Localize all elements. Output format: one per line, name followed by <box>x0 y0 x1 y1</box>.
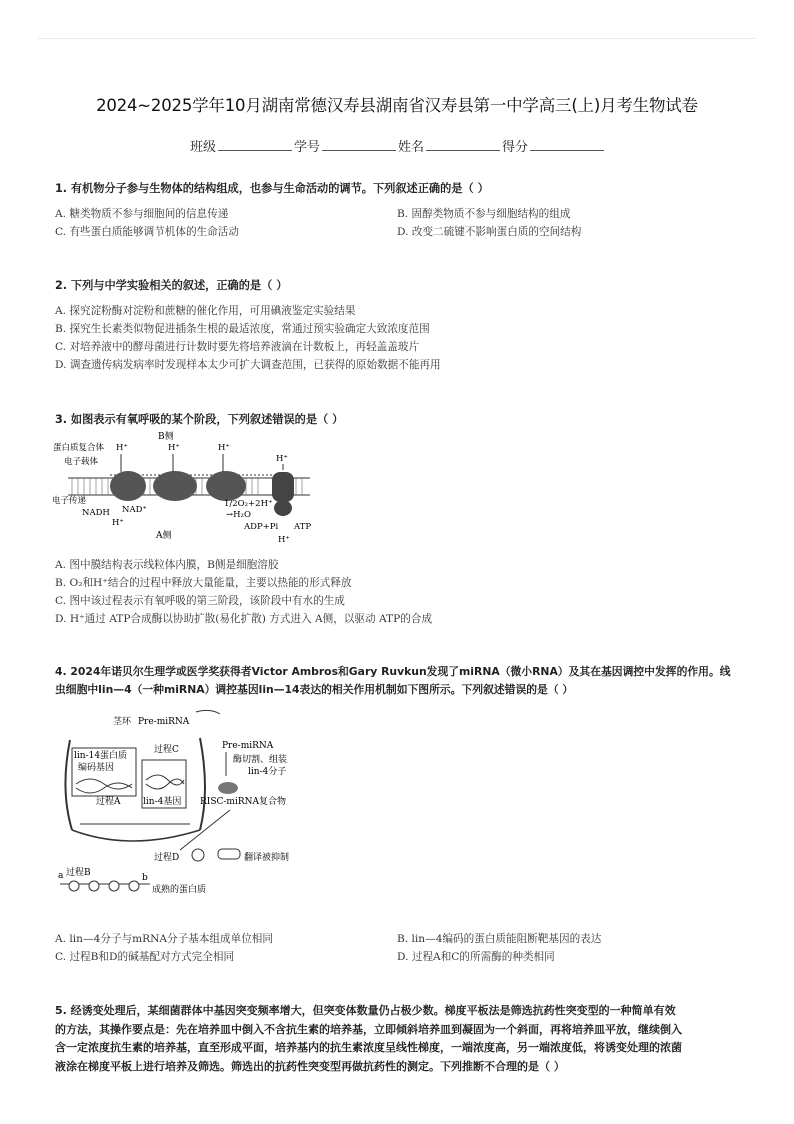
field-class-label: 班级 <box>190 140 217 155</box>
q1-option-d[interactable]: D. 改变二硫键不影响蛋白质的空间结构 <box>397 226 582 238</box>
score-blank[interactable] <box>530 138 604 151</box>
q2-option-a[interactable]: A. 探究淀粉酶对淀粉和蔗糖的催化作用，可用碘液鉴定实验结果 <box>55 305 356 317</box>
complex-1 <box>110 471 146 501</box>
fig3-electron-transfer: 电子传递 <box>52 496 87 506</box>
fig4-processc: 过程C <box>154 745 179 755</box>
fig4-risc: RISC-miRNA复合物 <box>200 797 286 807</box>
fig3-h2o: →H₂O <box>226 510 251 520</box>
page-title: 2024~2025学年10月湖南常德汉寿县湖南省汉寿县第一中学高三(上)月考生物试卷 <box>96 96 698 115</box>
student-info-line <box>190 136 606 155</box>
fig3-nadh: NADH <box>82 508 110 518</box>
q5-line2: 的方法，其操作要点是：先在培养皿中倒入不含抗生素的培养基，立即倾斜培养皿到凝固为一个斜面，再将培养皿平放，继续倒入 <box>55 1022 682 1036</box>
q3-option-c[interactable]: C. 图中该过程表示有氧呼吸的第三阶段，该阶段中有水的生成 <box>55 595 345 607</box>
fig3-electron-carrier: 电子载体 <box>64 457 99 467</box>
fig4-premirna1: Pre-miRNA <box>138 717 190 727</box>
q4-option-b[interactable]: B. lin—4编码的蛋白质能阻断靶基因的表达 <box>397 933 602 945</box>
q2-option-b[interactable]: B. 探究生长素类似物促进插条生根的最适浓度，常通过预实验确定大致浓度范围 <box>55 323 430 335</box>
q1-option-b[interactable]: B. 固醇类物质不参与细胞结构的组成 <box>397 208 571 220</box>
fig3-b-side: B侧 <box>158 432 174 442</box>
fig4-mature: 成熟的蛋白质 <box>152 885 207 895</box>
fig4-gene14-l2: 编码基因 <box>78 763 115 773</box>
fig3-h-bottom2: H⁺ <box>278 535 290 545</box>
fig4-processb: 过程B <box>66 868 91 878</box>
top-divider <box>38 38 756 39</box>
fig3-h-top1: H⁺ <box>116 443 128 453</box>
q2-option-c[interactable]: C. 对培养液中的酵母菌进行计数时要先将培养液滴在计数板上，再轻盖盖玻片 <box>55 341 420 353</box>
fig4-processa: 过程A <box>96 797 121 807</box>
fig3-o2: 1/2O₂+2H⁺ <box>224 499 273 509</box>
fig4-b: b <box>142 873 148 883</box>
q3-option-d[interactable]: D. H⁺通过 ATP合成酶以协助扩散(易化扩散) 方式进入 A侧，以驱动 ATP的合成 <box>55 613 433 625</box>
q3-respiration-figure <box>50 428 340 548</box>
complex-3 <box>206 471 246 501</box>
atp-synthase <box>272 472 294 502</box>
fig3-adp: ADP+Pi <box>244 522 279 532</box>
fig3-nad: NAD⁺ <box>122 505 147 515</box>
fig4-enzyme: 酶切割、组装 <box>233 755 288 765</box>
q4-mirna-figure <box>50 700 320 922</box>
fig4-gene14-l1: lin-14蛋白质 <box>74 751 128 761</box>
fig3-h-top2: H⁺ <box>168 443 180 453</box>
q1-option-c[interactable]: C. 有些蛋白质能够调节机体的生命活动 <box>55 226 239 238</box>
id-blank[interactable] <box>322 138 396 151</box>
q4-stem-line2: 虫细胞中lin—4（一种miRNA）调控基因lin—14表达的相关作用机制如下图所示。下列叙述错误的是（ ） <box>55 683 574 696</box>
q5-line4: 液涂在梯度平板上进行培养及筛选。筛选出的抗药性突变型再做抗药性的测定。下列推断不合理的是（ ） <box>55 1059 565 1073</box>
fig3-h-top4: H⁺ <box>276 454 288 464</box>
q2-stem: 2. 下列与中学实验相关的叙述，正确的是（ ） <box>55 279 288 292</box>
fig3-a-side: A侧 <box>156 531 172 541</box>
fig4-stemloop: 茎环 <box>113 717 132 727</box>
fig4-gene4: lin-4基因 <box>143 797 182 807</box>
q3-option-a[interactable]: A. 图中膜结构表示线粒体内膜，B侧是细胞溶胶 <box>55 559 279 571</box>
fig4-premirna2: Pre-miRNA <box>222 741 274 751</box>
q4-stem-line1: 4. 2024年诺贝尔生理学或医学奖获得者Victor Ambros和Gary Ruvkun发现了miRNA（微小RNA）及其在基因调控中发挥的作用。线 <box>55 665 731 678</box>
fig4-a: a <box>58 871 64 881</box>
fig4-processd: 过程D <box>154 853 180 863</box>
class-blank[interactable] <box>218 138 292 151</box>
q1-option-a[interactable]: A. 糖类物质不参与细胞间的信息传递 <box>55 208 229 220</box>
q5-stem <box>55 1002 740 1076</box>
field-id-label: 学号 <box>294 140 321 155</box>
q3-option-b[interactable]: B. O₂和H⁺结合的过程中释放大量能量，主要以热能的形式释放 <box>55 577 352 589</box>
fig3-protein-complex: 蛋白质复合体 <box>53 443 105 453</box>
q5-line1: 5. 经诱变处理后，某细菌群体中基因突变频率增大，但突变体数量仍占极少数。梯度平板法是筛选抗药性突变型的一种简单有效 <box>55 1004 676 1017</box>
complex-2 <box>153 471 197 501</box>
q4-option-a[interactable]: A. lin—4分子与mRNA分子基本组成单位相同 <box>55 933 273 945</box>
fig4-lin4mol: lin-4分子 <box>248 767 287 777</box>
q1-stem: 1. 有机物分子参与生物体的结构组成，也参与生命活动的调节。下列叙述正确的是（ ） <box>55 182 489 195</box>
fig3-atp: ATP <box>294 522 312 532</box>
fig3-h-bottom1: H⁺ <box>112 518 124 528</box>
field-score-label: 得分 <box>502 140 529 155</box>
field-name-label: 姓名 <box>398 140 425 155</box>
q5-line3: 含一定浓度抗生素的培养基，直至形成平面，培养基内的抗生素浓度呈线性梯度，一端浓度高，另一端浓度低，将诱变处理的浓菌 <box>55 1041 682 1054</box>
q3-stem: 3. 如图表示有氧呼吸的某个阶段，下列叙述错误的是（ ） <box>55 413 344 426</box>
fig3-h-top3: H⁺ <box>218 443 230 453</box>
q4-option-c[interactable]: C. 过程B和D的碱基配对方式完全相同 <box>55 951 235 963</box>
name-blank[interactable] <box>426 138 500 151</box>
q2-option-d[interactable]: D. 调查遗传病发病率时发现样本太少可扩大调查范围，已获得的原始数据不能再用 <box>55 359 441 371</box>
q4-option-d[interactable]: D. 过程A和C的所需酶的种类相同 <box>397 951 555 963</box>
fig4-inhibited: 翻译被抑制 <box>244 853 290 863</box>
